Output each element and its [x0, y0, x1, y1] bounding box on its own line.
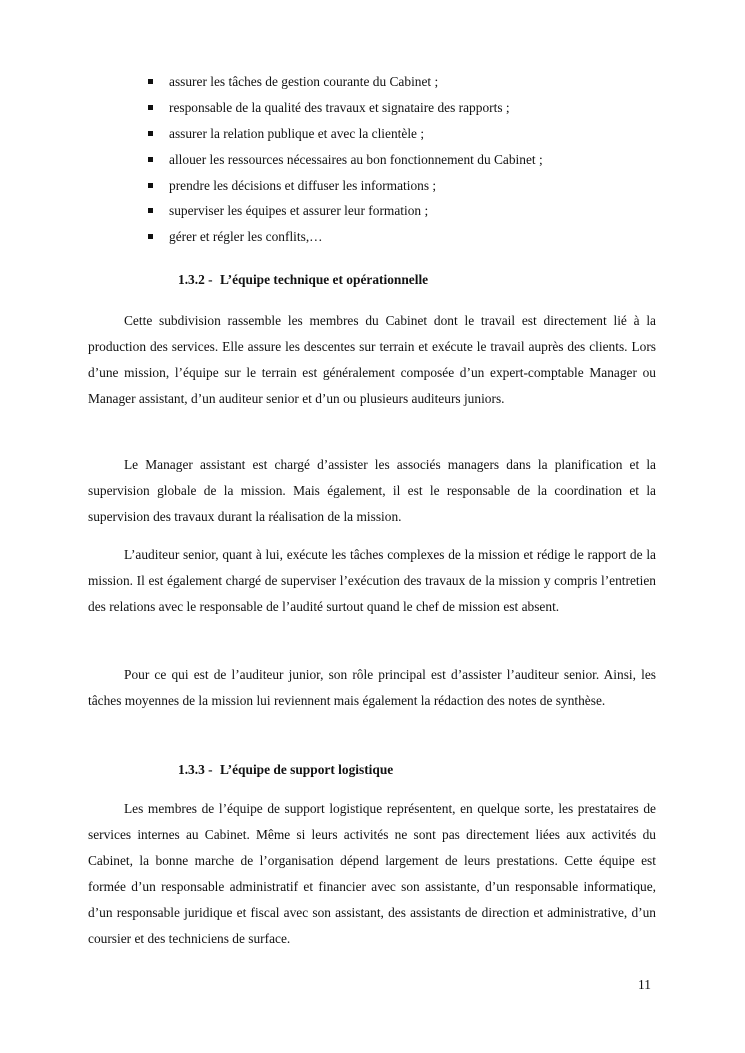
bullet-item [146, 72, 666, 98]
bullet-text: allouer les ressources nécessaires au bon fonctionnement du Cabinet ; [169, 151, 543, 167]
square-bullet-icon [148, 208, 153, 213]
square-bullet-icon [148, 157, 153, 162]
bullet-text: gérer et régler les conflits,… [169, 229, 323, 245]
bullet-item [146, 124, 666, 150]
duties-bullet-list [146, 72, 666, 253]
paragraph-logistic-support: Les membres de l’équipe de support logistique représentent, en quelque sorte, les prestataires de services internes au Cabinet. Même si leurs activités ne sont pas directement liées aux activités du Cabinet, la bonne marche de l’organisation dépend largement de leurs prestations. Cette équipe est formée d’un responsable administratif et financier avec son assistante, d’un responsable informatique, d’un responsable juridique et fiscal avec son assistant, des assistants de direction et administrative, d’un coursier et des techniciens de surface. [88, 801, 656, 946]
paragraph-technical-team: Cette subdivision rassemble les membres du Cabinet dont le travail est directement lié à la production des services. Elle assure les descentes sur terrain et exécute le travail auprès des clients. Lors d’une mission, l’équipe sur le terrain est généralement composée d’un expert-comptable Manager ou Manager assistant, d’un auditeur senior et d’un ou plusieurs auditeurs juniors. [88, 313, 656, 406]
bullet-text: superviser les équipes et assurer leur formation ; [169, 203, 429, 219]
bullet-item [146, 227, 666, 253]
bullet-text: assurer la relation publique et avec la clientèle ; [169, 125, 425, 141]
bullet-item [146, 201, 666, 227]
section-heading-1-3-2 [178, 270, 428, 290]
section-number: 1.3.2 - [178, 272, 213, 287]
section-title: L’équipe de support logistique [219, 762, 394, 777]
square-bullet-icon [148, 183, 153, 188]
paragraph-manager-assistant: Le Manager assistant est chargé d’assister les associés managers dans la planification et la supervision globale de la mission. Mais également, il est le responsable de la coordination et la supervision des travaux durant la réalisation de la mission. [88, 457, 656, 524]
square-bullet-icon [148, 105, 153, 110]
paragraph-junior-auditor: Pour ce qui est de l’auditeur junior, son rôle principal est d’assister l’auditeur senior. Ainsi, les tâches moyennes de la mission lui reviennent mais également la rédaction des notes de synthèse. [88, 667, 656, 708]
paragraph-senior-auditor: L’auditeur senior, quant à lui, exécute les tâches complexes de la mission et rédige le rapport de la mission. Il est également chargé de superviser l’exécution des travaux de la mission y compris l’entretien des relations avec le responsable de l’audité surtout quand le chef de mission est absent. [88, 547, 656, 614]
section-title: L’équipe technique et opérationnelle [219, 272, 429, 287]
section-heading-1-3-3 [178, 760, 393, 780]
bullet-item [146, 98, 666, 124]
square-bullet-icon [148, 234, 153, 239]
bullet-item [146, 176, 666, 202]
bullet-item [146, 150, 666, 176]
bullet-text: assurer les tâches de gestion courante du Cabinet ; [169, 74, 439, 89]
page-number: 11 [638, 977, 651, 992]
square-bullet-icon [148, 79, 153, 84]
bullet-text: responsable de la qualité des travaux et signataire des rapports ; [169, 99, 510, 115]
section-number: 1.3.3 - [178, 762, 213, 777]
square-bullet-icon [148, 131, 153, 136]
bullet-text: prendre les décisions et diffuser les informations ; [169, 177, 437, 193]
